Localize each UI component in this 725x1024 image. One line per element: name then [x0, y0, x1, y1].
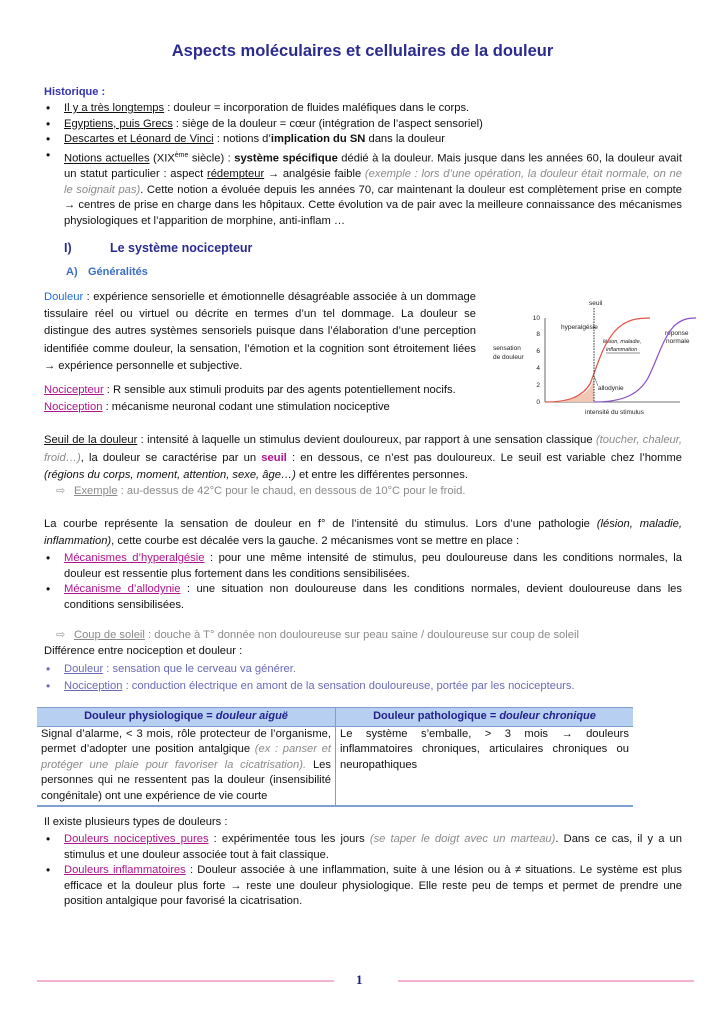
list-item: • Il y a très longtemps : douleur = incorporation de fluides maléfiques dans le corps.: [44, 101, 682, 117]
types-list: [44, 832, 682, 910]
cell-pathologique: Le système s’emballe, > 3 mois → douleurs inflammatoires chroniques, articulaires chroniques ou neuropathiques: [336, 726, 634, 805]
arrow-right-icon: ⇨: [56, 628, 66, 641]
svg-text:réponse: réponse: [665, 330, 689, 337]
svg-text:sensation: sensation: [493, 345, 521, 352]
pain-threshold-chart: [490, 298, 705, 418]
section-heading-1: I) Le système nocicepteur: [64, 241, 253, 255]
list-item: • Douleurs nociceptives pures : expérimentée tous les jours (se taper le doigt avec un marteau). Dans ce cas, il y a un stimulus et une douleur associée tout à fait classique.: [44, 832, 682, 863]
list-item: • Egyptiens, puis Grecs : siège de la douleur = cœur (intégration de l’aspect sensoriel): [44, 117, 682, 133]
header-pathologique: Douleur pathologique = douleur chronique: [336, 708, 634, 727]
svg-text:lésion, maladie,: lésion, maladie,: [603, 339, 642, 345]
svg-text:intensité du stimulus: intensité du stimulus: [585, 409, 644, 416]
svg-text:seuil: seuil: [589, 300, 603, 307]
list-item: • Notions actuelles (XIXème siècle) : système spécifique dédié à la douleur. Mais jusque dans les années 60, la douleur avait un statut particulier : aspect rédempteur → analgésie faible (exemple : lors d’une opération, la douleur était normale, on ne le soignait pas). Cette notion a évoluée depuis les années 70, car maintenant la douleur est complètement prise en compte → centres de prise en charge dans les hôpitaux. Cette évolution va de pair avec la meilleure connaissance des mécanismes physiologiques et l’apparition de morphine, anti-inflam …: [44, 148, 682, 230]
douleur-definition: Douleur : expérience sensorielle et émotionnelle désagréable associée à un dommage tissulaire réel ou virtuel ou décrite en termes d’un tel dommage. La douleur se distingue des autres systèmes sensoriels puisque dans l’élaboration d’une perception identifiée comme douleur, la sensation, l’émotion et la cognition sont étroitement liées → expérience personnelle et subjective.: [44, 291, 476, 372]
svg-text:0: 0: [536, 399, 540, 406]
footer-divider-right: [398, 980, 694, 982]
table-header-row: [37, 708, 633, 727]
page-number: 1: [356, 972, 363, 987]
page-title: Aspects moléculaires et cellulaires de la douleur: [171, 42, 554, 60]
historique-list: [44, 101, 682, 229]
coup-de-soleil-example: ⇨ Coup de soleil : douche à T° donnée non douloureuse sur peau saine / douloureuse sur coup de soleil: [44, 628, 712, 644]
list-item: • Mécanismes d’hyperalgésie : pour une même intensité de stimulus, peu douloureuse dans les conditions normales, la douleur est ressentie plus fortement dans les conditions sensibilisées.: [44, 551, 682, 582]
table-row: [37, 726, 633, 805]
sigmoid-chart-svg: [490, 298, 705, 418]
svg-text:6: 6: [536, 348, 540, 355]
courbe-paragraph: La courbe représente la sensation de douleur en f° de l’intensité du stimulus. Lors d’une pathologie (lésion, maladie, inflammation), cette courbe est décalée vers la gauche. 2 mécanismes vont se mettre en place :: [44, 518, 682, 547]
header-physiologique: Douleur physiologique = douleur aiguë: [37, 708, 336, 727]
svg-text:de douleur: de douleur: [493, 354, 524, 361]
svg-text:allodynie: allodynie: [598, 385, 624, 392]
nocicepteur-definition: Nocicepteur : R sensible aux stimuli produits par des agents potentiellement nocifs. Nociception : mécanisme neuronal codant une stimulation nociceptive: [44, 384, 456, 413]
footer-divider-left: [37, 980, 334, 982]
list-item: • Nociception : conduction électrique en amont de la sensation douloureuse, portée par les nocicepteurs.: [44, 678, 682, 695]
cell-physiologique: Signal d’alarme, < 3 mois, rôle protecteur de l’organisme, permet d’adopter une position antalgique (ex : panser et protéger une plaie pour favoriser la cicatrisation). Les personnes qui ne ressentent pas la douleur (insensibilité congénitale) ont une expérience de vie courte: [37, 726, 336, 805]
svg-text:inflammation: inflammation: [606, 347, 638, 353]
list-item: • Douleur : sensation que le cerveau va générer.: [44, 661, 682, 678]
mechanisms-list: [44, 551, 682, 613]
svg-text:8: 8: [536, 331, 540, 338]
douleur-comparison-table: [37, 707, 633, 807]
types-heading: Il existe plusieurs types de douleurs :: [44, 816, 228, 828]
arrow-right-icon: ⇨: [56, 485, 66, 497]
list-item: • Douleurs inflammatoires : Douleur associée à une inflammation, suite à une lésion ou à ≠ situations. Le système est plus efficace et la douleur plus forte → reste une douleur physiologique. Elle reste peu de temps et permet de prendre une position antalgique pour favorisé la cicatrisation.: [44, 863, 682, 910]
list-item: • Mécanisme d’allodynie : une situation non douloureuse dans les conditions normales, devient douloureuse dans les conditions sensibilisées.: [44, 582, 682, 613]
difference-heading: Différence entre nociception et douleur :: [44, 645, 243, 657]
svg-text:hyperalgésie: hyperalgésie: [561, 324, 598, 331]
historique-heading: Historique :: [44, 86, 106, 98]
seuil-example: ⇨ Exemple : au-dessus de 42°C pour le chaud, en dessous de 10°C pour le froid.: [44, 484, 712, 500]
svg-text:4: 4: [536, 365, 540, 372]
svg-text:normale: normale: [666, 338, 690, 345]
svg-text:10: 10: [532, 315, 540, 322]
subsection-heading-a: A) Généralités: [66, 266, 148, 278]
difference-list: [44, 661, 682, 695]
svg-text:2: 2: [536, 382, 540, 389]
list-item: • Descartes et Léonard de Vinci : notions d’implication du SN dans la douleur: [44, 132, 682, 148]
seuil-paragraph: Seuil de la douleur : intensité à laquelle un stimulus devient douloureux, par rapport à une sensation classique (toucher, chaleur, froid…), la douleur se caractérise par un seuil : en dessous, ce n’est pas douloureux. Le seuil est variable chez l’homme (régions du corps, moment, attention, sexe, âge…) et entre les différentes personnes.: [44, 434, 682, 481]
